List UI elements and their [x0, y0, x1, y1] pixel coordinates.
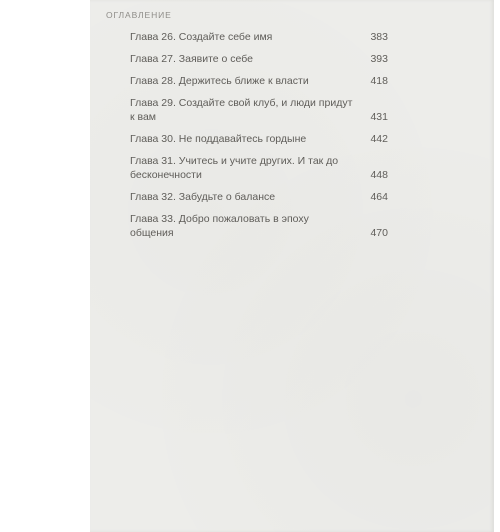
toc-entry	[130, 132, 388, 146]
toc-entry-page: 393	[370, 53, 388, 65]
toc-entry-title: Глава 29. Создайте свой клуб, и люди придут к вам	[130, 97, 353, 123]
toc-entry-page: 383	[370, 31, 388, 43]
toc-entry	[130, 190, 388, 204]
toc-entry-page: 448	[370, 169, 388, 181]
toc-entry	[130, 74, 388, 88]
toc-entry-page: 464	[370, 191, 388, 203]
toc-entry	[130, 30, 388, 44]
toc-entry-page: 418	[370, 75, 388, 87]
toc-entry-title: Глава 32. Забудьте о балансе	[130, 191, 276, 203]
toc-entry	[130, 52, 388, 66]
toc-entry-title: Глава 31. Учитесь и учите других. И так до бесконечности	[130, 155, 339, 181]
toc-entry-title: Глава 33. Добро пожаловать в эпоху общения	[130, 213, 309, 239]
toc-entry-page: 470	[370, 227, 388, 239]
table-of-contents	[130, 30, 388, 240]
toc-entry-title: Глава 28. Держитесь ближе к власти	[130, 75, 309, 87]
toc-entry	[130, 154, 388, 182]
toc-entry-title: Глава 26. Создайте себе имя	[130, 31, 273, 43]
toc-entry-title: Глава 27. Заявите о себе	[130, 53, 254, 65]
toc-entry	[130, 96, 388, 124]
toc-header: ОГЛАВЛЕНИЕ	[106, 10, 172, 20]
toc-entry-page: 442	[370, 133, 388, 145]
toc-entry-title: Глава 30. Не поддавайтесь гордыне	[130, 133, 307, 145]
toc-entry-page: 431	[370, 111, 388, 123]
toc-entry	[130, 212, 388, 240]
